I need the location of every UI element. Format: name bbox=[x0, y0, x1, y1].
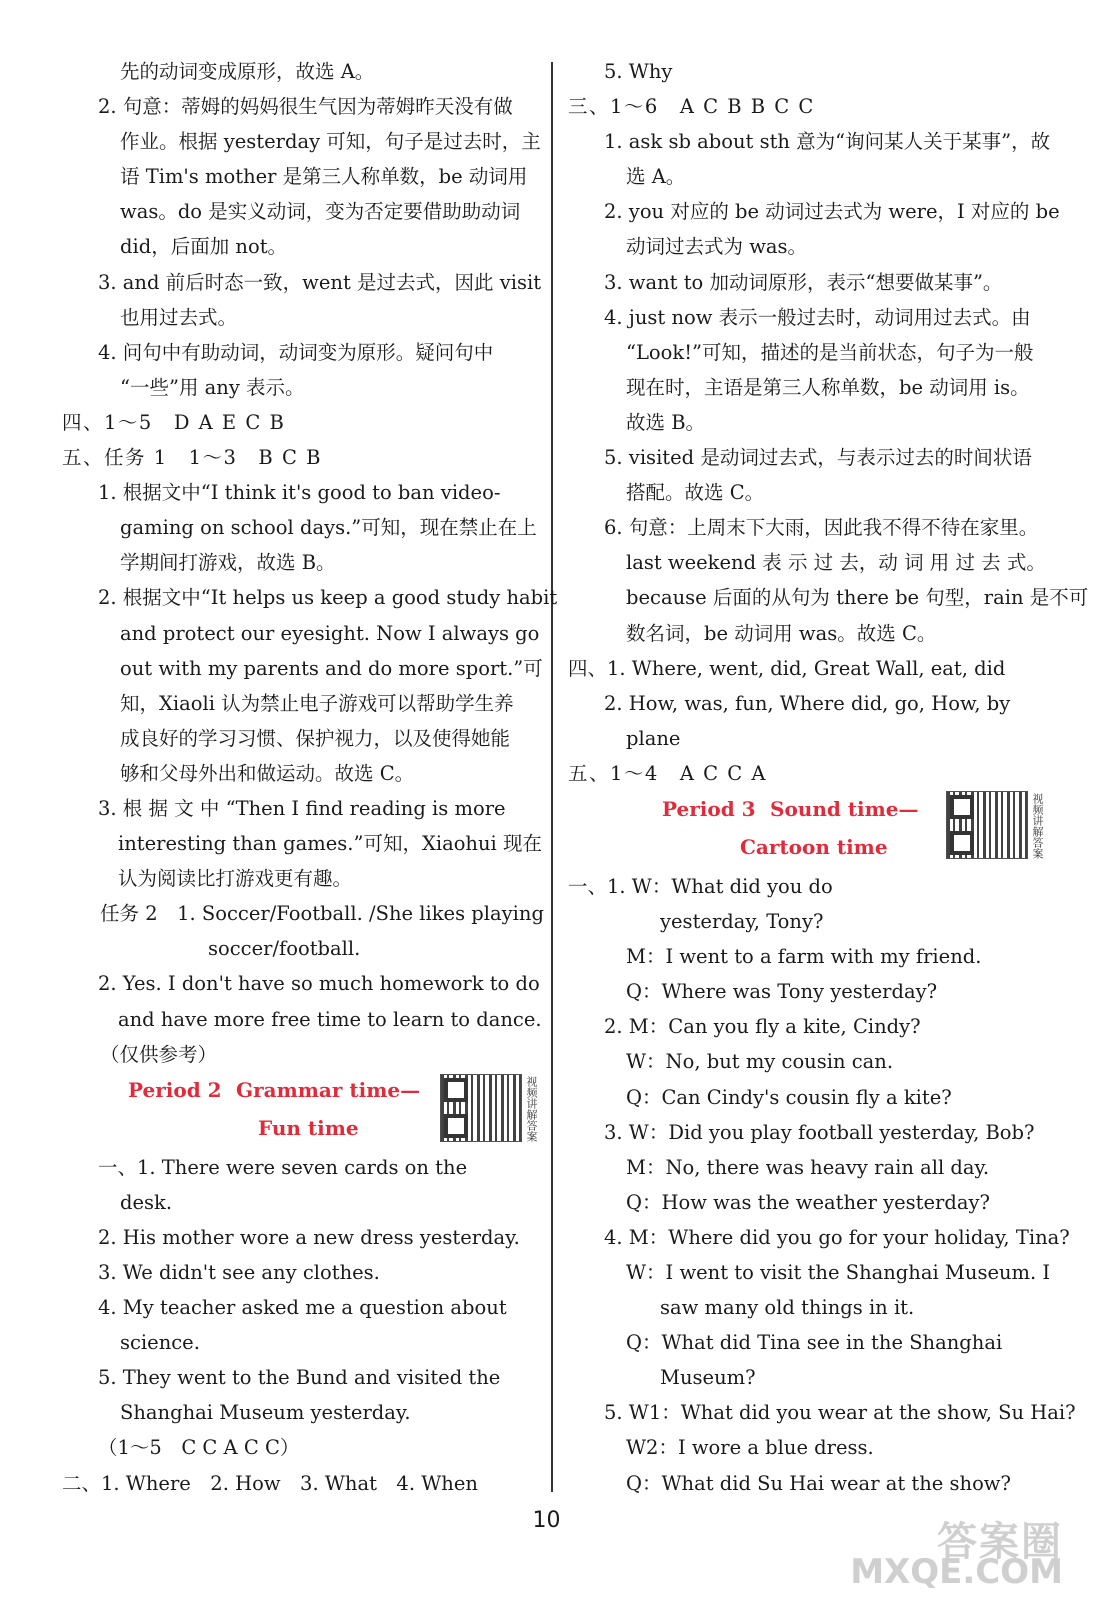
section-heading: 五、任务 1 1～3 B C B bbox=[62, 446, 322, 470]
section-heading: 四、1～5 D A E C B bbox=[62, 410, 286, 434]
period-header bbox=[62, 1072, 540, 1150]
qr-caption: 视频讲解答案 bbox=[1031, 792, 1044, 859]
text-line: yesterday, Tony? bbox=[660, 910, 824, 934]
text-line: 5. visited 是动词过去式，与表示过去的时间状语 bbox=[604, 446, 1032, 470]
text-line: 选 A。 bbox=[626, 165, 686, 189]
text-line: 任务 2 1. Soccer/Football. /She likes playing bbox=[100, 902, 544, 926]
text-line: M：No, there was heavy rain all day. bbox=[626, 1155, 990, 1179]
period-title: Sound time— bbox=[770, 796, 919, 821]
text-line: Q：What did Tina see in the Shanghai bbox=[626, 1331, 1003, 1355]
text-line: Shanghai Museum yesterday. bbox=[120, 1401, 411, 1425]
watermark-url: MXQE.COM bbox=[850, 1552, 1063, 1592]
text-line: plane bbox=[626, 726, 681, 750]
text-line: 一、1. There were seven cards on the bbox=[98, 1155, 468, 1179]
text-line: （1～5 C C A C C） bbox=[98, 1436, 300, 1460]
period-subtitle: Fun time bbox=[258, 1115, 359, 1140]
text-line: 现在时，主语是第三人称单数，be 动词用 is。 bbox=[626, 375, 1030, 399]
text-line: Museum? bbox=[660, 1366, 756, 1390]
period-header bbox=[568, 791, 1046, 869]
text-line: 搭配。故选 C。 bbox=[626, 481, 765, 505]
qr-caption: 视频讲解答案 bbox=[525, 1075, 538, 1142]
text-line: 认为阅读比打游戏更有趣。 bbox=[118, 867, 353, 891]
text-line: 2. His mother wore a new dress yesterday. bbox=[98, 1225, 520, 1249]
text-line: Q：Where was Tony yesterday? bbox=[626, 980, 938, 1004]
text-line: 6. 句意：上周末下大雨，因此我不得不待在家里。 bbox=[604, 516, 1039, 540]
text-line: 学期间打游戏，故选 B。 bbox=[120, 551, 336, 575]
text-line: 3. want to 加动词原形，表示“想要做某事”。 bbox=[604, 270, 1003, 294]
text-line: 2. 句意：蒂姆的妈妈很生气因为蒂姆昨天没有做 bbox=[98, 95, 513, 119]
period-label: Period 3 bbox=[662, 796, 756, 821]
text-line: 3. 根 据 文 中 “Then I find reading is more bbox=[98, 796, 506, 820]
text-line: W：No, but my cousin can. bbox=[626, 1050, 894, 1074]
watermark-logo: 答案圈 bbox=[937, 1519, 1063, 1565]
qr-code-icon[interactable] bbox=[440, 1074, 522, 1142]
text-line: 2. 根据文中“It helps us keep a good study habit bbox=[98, 586, 558, 610]
text-line: 4. My teacher asked me a question about bbox=[98, 1296, 507, 1320]
text-line: 2. Yes. I don't have so much homework to do bbox=[98, 972, 540, 996]
text-line: gaming on school days.”可知，现在禁止在上 bbox=[120, 516, 537, 540]
text-line: science. bbox=[120, 1331, 200, 1355]
period-label: Period 2 bbox=[128, 1077, 222, 1102]
text-line: 2. you 对应的 be 动词过去式为 were，I 对应的 be bbox=[604, 200, 1060, 224]
text-line: 够和父母外出和做运动。故选 C。 bbox=[120, 761, 415, 785]
text-line: 故选 B。 bbox=[626, 410, 706, 434]
text-line: 5. They went to the Bund and visited the bbox=[98, 1366, 501, 1390]
text-line: 数名词，be 动词用 was。故选 C。 bbox=[626, 621, 937, 645]
text-line: did，后面加 not。 bbox=[120, 235, 288, 259]
text-line: 4. 问句中有助动词，动词变为原形。疑问句中 bbox=[98, 340, 494, 364]
text-line: W2：I wore a blue dress. bbox=[626, 1436, 874, 1460]
text-line: W：I went to visit the Shanghai Museum. I bbox=[626, 1261, 1051, 1284]
column-divider bbox=[551, 62, 553, 1492]
period-title: Grammar time— bbox=[236, 1077, 421, 1102]
qr-code-icon[interactable] bbox=[946, 791, 1028, 859]
page-number: 10 bbox=[532, 1508, 561, 1533]
section-heading: 五、1～4 A C C A bbox=[568, 761, 767, 785]
section-heading: 三、1～6 A C B B C C bbox=[568, 95, 815, 119]
right-column bbox=[568, 54, 1089, 1501]
text-line: 2. How, was, fun, Where did, go, How, by bbox=[604, 691, 1011, 715]
text-line: saw many old things in it. bbox=[660, 1296, 915, 1320]
text-line: M：I went to a farm with my friend. bbox=[626, 945, 982, 969]
text-line: 1. ask sb about sth 意为“询问某人关于某事”，故 bbox=[604, 130, 1051, 154]
period-subtitle: Cartoon time bbox=[740, 834, 888, 859]
text-line: 4. M：Where did you go for your holiday, Tina? bbox=[604, 1225, 1070, 1249]
text-line: 2. M：Can you fly a kite, Cindy? bbox=[604, 1015, 921, 1039]
text-line: desk. bbox=[120, 1190, 173, 1214]
text-line: Q：How was the weather yesterday? bbox=[626, 1190, 990, 1214]
text-line: 成良好的学习习惯、保护视力，以及使得她能 bbox=[120, 726, 511, 750]
text-line: interesting than games.”可知，Xiaohui 现在 bbox=[118, 832, 542, 856]
text-line: and protect our eyesight. Now I always go bbox=[120, 621, 540, 645]
section-heading: 四、1. Where, went, did, Great Wall, eat, did bbox=[568, 656, 1006, 680]
text-line: 动词过去式为 was。 bbox=[626, 235, 808, 259]
section-heading: 二、1. Where 2. How 3. What 4. When bbox=[62, 1471, 478, 1495]
text-line: 知，Xiaoli 认为禁止电子游戏可以帮助学生养 bbox=[120, 691, 514, 715]
text-line: 5. W1：What did you wear at the show, Su Hai? bbox=[604, 1401, 1076, 1425]
text-line: was。do 是实义动词，变为否定要借助助动词 bbox=[120, 200, 521, 224]
text-line: last weekend 表 示 过 去，动 词 用 过 去 式。 bbox=[626, 551, 1046, 575]
text-line: 语 Tim's mother 是第三人称单数，be 动词用 bbox=[120, 165, 528, 189]
section-heading: 一、1. W：What did you do bbox=[568, 874, 833, 898]
text-line: and have more free time to learn to dance. bbox=[118, 1007, 542, 1031]
text-line: 1. 根据文中“I think it's good to ban video- bbox=[98, 481, 501, 505]
text-line: “一些”用 any 表示。 bbox=[120, 375, 305, 399]
text-line: out with my parents and do more sport.”可 bbox=[120, 656, 543, 680]
text-line: 4. just now 表示一般过去时，动词用过去式。由 bbox=[604, 305, 1031, 329]
left-column bbox=[62, 54, 558, 1501]
text-line: 先的动词变成原形，故选 A。 bbox=[120, 60, 375, 83]
text-line: soccer/football. bbox=[208, 937, 361, 961]
text-line: because 后面的从句为 there be 句型，rain 是不可 bbox=[626, 586, 1089, 610]
text-line: 3. We didn't see any clothes. bbox=[98, 1261, 380, 1284]
text-line: 5. Why bbox=[604, 60, 673, 83]
text-line: 也用过去式。 bbox=[120, 305, 238, 329]
text-line: Q：Can Cindy's cousin fly a kite? bbox=[626, 1085, 952, 1109]
text-line: （仅供参考） bbox=[100, 1042, 218, 1066]
text-line: 作业。根据 yesterday 可知，句子是过去时，主 bbox=[120, 130, 541, 154]
text-line: “Look!”可知，描述的是当前状态，句子为一般 bbox=[626, 340, 1034, 364]
text-line: 3. W：Did you play football yesterday, Bob? bbox=[604, 1120, 1035, 1144]
text-line: Q：What did Su Hai wear at the show? bbox=[626, 1471, 1011, 1495]
text-line: 3. and 前后时态一致，went 是过去式，因此 visit bbox=[98, 270, 542, 294]
